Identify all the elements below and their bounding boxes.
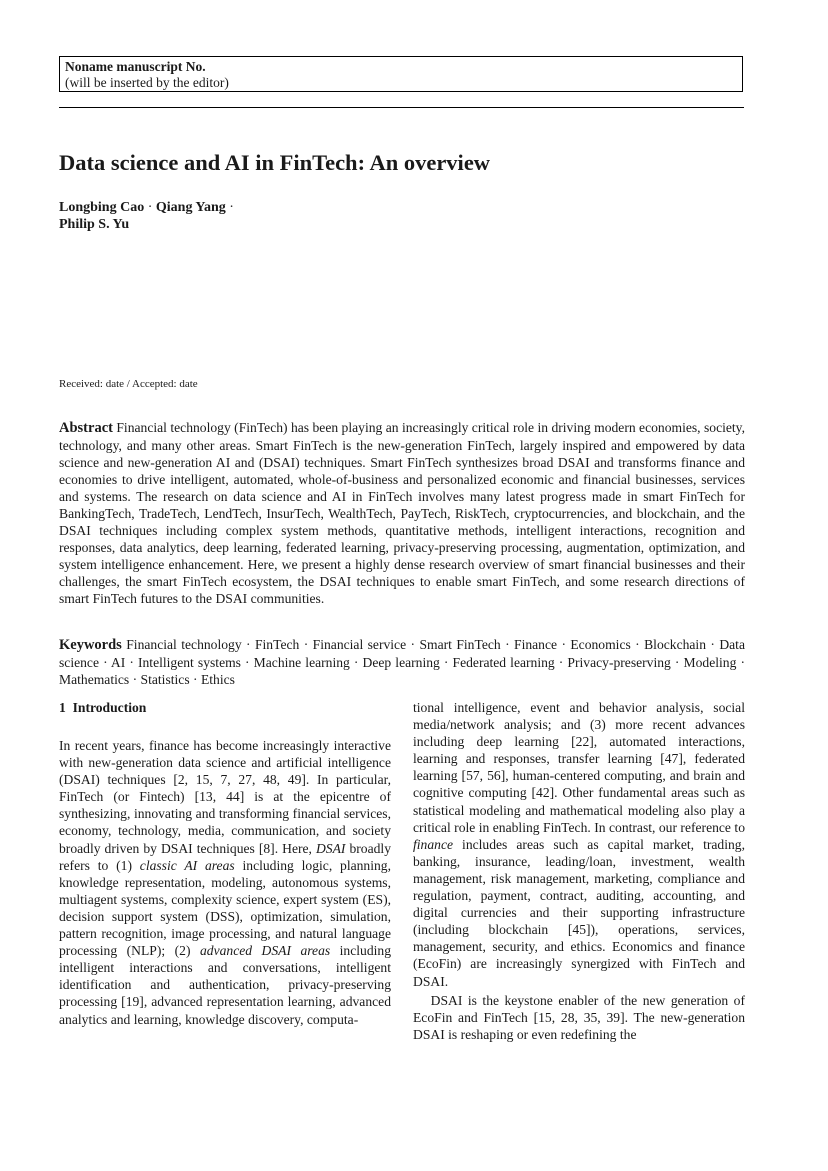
author-separator: · [144, 200, 156, 215]
author-list [59, 199, 259, 233]
abstract [59, 419, 745, 608]
intro-paragraph-continued [413, 699, 745, 990]
body-text: In recent years, finance has become increasingly interactive with new-generation data science and artificial intelligence (DSAI) techniques [2, 15, 7, 27, 48, 49]. In particular, FinTech (or Fintech) [13, 44] is at the epicentre of synthesizing, innovating and transforming financial services, economy, technology, media, communication, and society broadly driven by DSAI techniques [8]. Here, [59, 738, 391, 856]
section-number: 1 [59, 700, 66, 715]
emphasis-text: finance [413, 836, 454, 852]
body-text: tional intelligence, event and behavior analysis, social media/network analysis; and (3) more recent advances including deep learning [22], automated interactions, learning and responses, transfer learning [47], federated learning [57, 56], human-centered computing, and brain and cognitive computing [42]. Other fundamental areas such as statistical modeling and mathematical modeling also play a critical role in enabling FinTech. In contrast, our reference to [413, 700, 745, 835]
author-name: Philip S. Yu [59, 217, 130, 232]
author-name: Qiang Yang [155, 200, 226, 215]
dsai-paragraph: DSAI is the keystone enabler of the new generation of EcoFin and FinTech [15, 28, 35, 39]. The new-generation DSAI is reshaping or even redefining the [413, 992, 745, 1042]
intro-paragraph [59, 737, 391, 1028]
emphasis-text: advanced DSAI areas [199, 943, 331, 959]
section-heading [59, 700, 146, 716]
editor-note: (will be inserted by the editor) [65, 75, 229, 90]
paper-title: Data science and AI in FinTech: An overview [59, 150, 491, 175]
received-accepted-dates: Received: date / Accepted: date [59, 378, 198, 390]
body-text: broadly refers to (1) [59, 840, 391, 873]
manuscript-number-label: Noname manuscript No. [65, 59, 206, 74]
keywords [59, 636, 745, 688]
section-title: Introduction [72, 700, 147, 715]
keywords-label: Keywords [59, 637, 122, 653]
body-text: includes areas such as capital market, trading, banking, insurance, leading/loan, investment, wealth management, risk management, marketing, compliance and regulation, payment, contract, auditing, accounting, and digital currencies and their supporting infrastructure (including blockchain [45]), operations, services, management, security, and ethics. Economics and finance (EcoFin) are increasingly synergized with FinTech and DSAI. [413, 836, 745, 989]
manuscript-number-box [59, 56, 743, 92]
emphasis-text: DSAI [315, 840, 346, 856]
body-text: including intelligent interactions and conversations, intelligent identification and authentication, privacy-preserving processing [19], advanced representation learning, advanced analytics and learning, knowledge discovery, computa- [59, 943, 392, 1027]
right-column [413, 699, 745, 1043]
author-separator: · [225, 200, 234, 215]
left-column [59, 737, 391, 1028]
author-name: Longbing Cao [59, 200, 145, 215]
abstract-text: Financial technology (FinTech) has been playing an increasingly critical role in driving modern economies, society, technology, and many other areas. Smart FinTech is the new-generation FinTech, largely inspired and empowered by data science and new-generation AI and (DSAI) techniques. Smart FinTech synthesizes broad DSAI and transforms finance and economies to drive intelligent, automated, whole-of-business and personalized economic and financial businesses, services and systems. The research on data science and AI in FinTech involves many latest progress made in smart FinTech for BankingTech, TradeTech, LendTech, InsurTech, WealthTech, PayTech, RiskTech, cryptocurrencies, and blockchain, and the DSAI techniques including complex system methods, quantitative methods, intelligent interactions, recognition and responses, data analytics, deep learning, federated learning, privacy-preserving processing, augmentation, optimization, and system intelligence enhancement. Here, we present a highly dense research overview of smart financial businesses and their challenges, the smart FinTech ecosystem, the DSAI techniques to enable smart FinTech, and some research directions of smart FinTech futures to the DSAI communities. [59, 420, 745, 607]
body-text: including logic, planning, knowledge representation, modeling, autonomous systems, multiagent systems, complexity science, expert system (ES), decision support system (DSS), optimization, simulation, pattern recognition, image processing, and natural language processing (NLP); (2) [59, 857, 391, 959]
header-rule [59, 107, 744, 108]
keywords-text: Financial technology · FinTech · Financial service · Smart FinTech · Finance · Economics · Blockchain · Data science · AI · Intelligent systems · Machine learning · Deep learning · Federated learning · Privacy-preserving · Modeling · Mathematics · Statistics · Ethics [59, 637, 745, 688]
emphasis-text: classic AI areas [139, 857, 235, 873]
abstract-label: Abstract [59, 420, 113, 436]
